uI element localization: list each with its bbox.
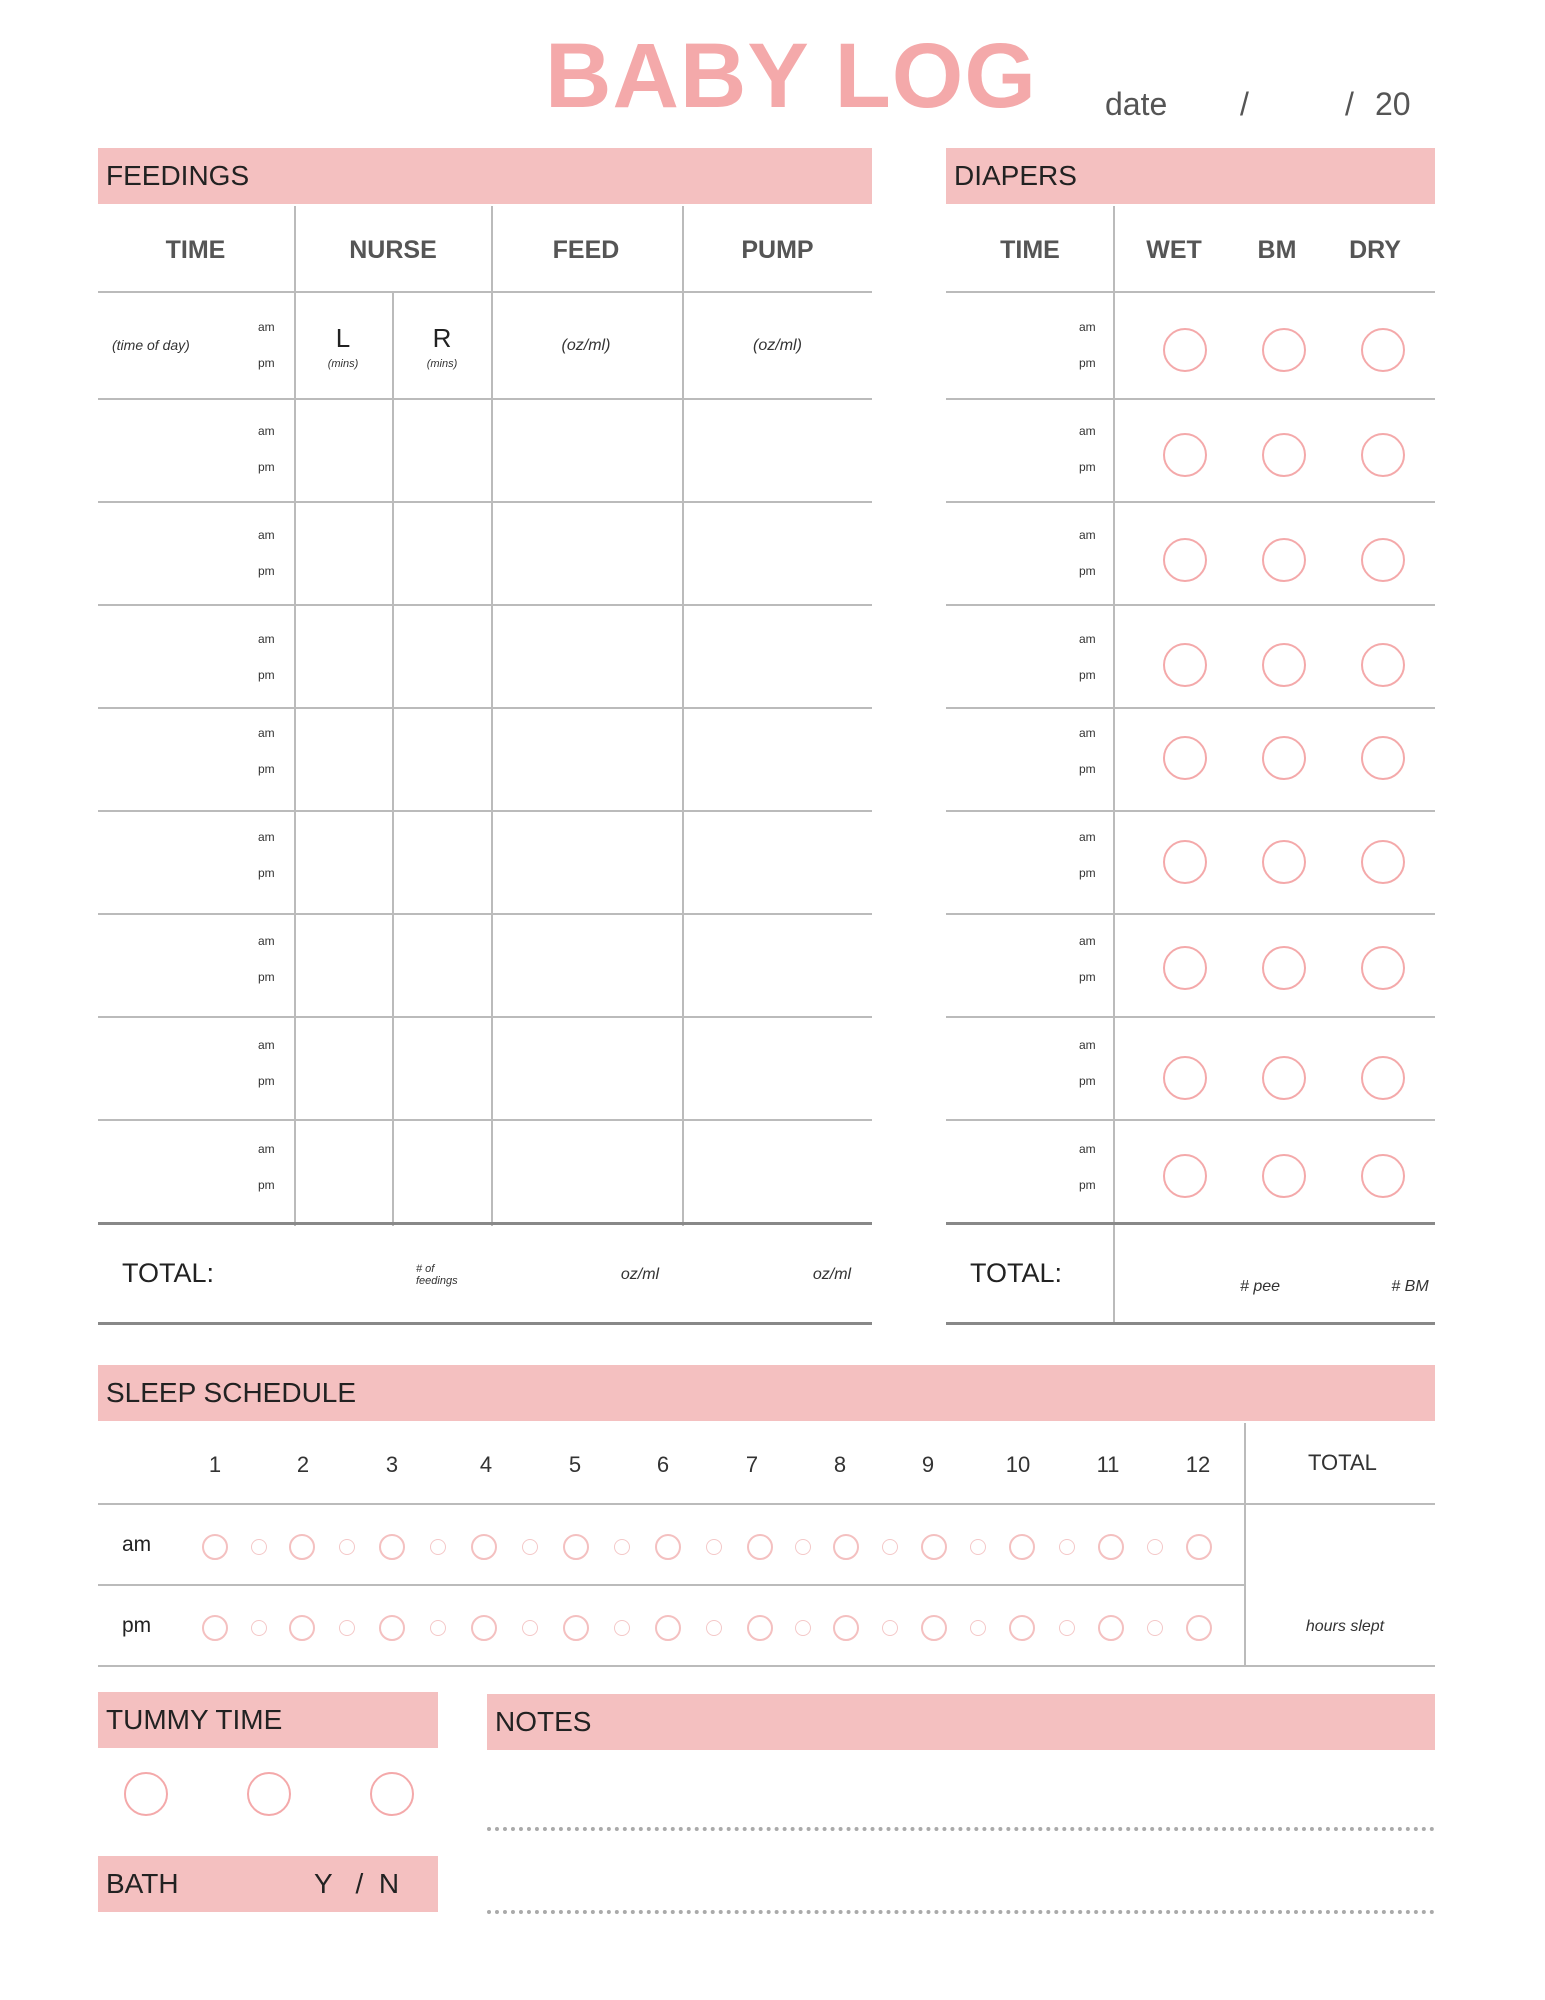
total-pee: # pee [1239,1278,1281,1295]
diaper-dry-checkbox[interactable] [1361,433,1405,477]
am-label: am [258,528,275,542]
am-label: am [258,1038,275,1052]
date-separator: / [1240,86,1249,122]
pm-label: pm [258,460,275,474]
pm-label: pm [258,970,275,984]
pm-label: pm [258,866,275,880]
sleep-header [98,1365,1435,1421]
divider [946,398,1435,400]
sleep-hour-circle[interactable] [1186,1615,1212,1641]
am-label: am [1079,1142,1096,1156]
sleep-row-am: am [122,1533,152,1556]
diaper-bm-checkbox[interactable] [1262,433,1306,477]
sleep-hour-circle[interactable] [1009,1534,1035,1560]
diaper-dry-checkbox[interactable] [1361,1056,1405,1100]
bath-options[interactable]: Y / N [314,1868,400,1899]
sleep-half-hour-circle[interactable] [970,1620,986,1636]
sleep-half-hour-circle[interactable] [706,1620,722,1636]
divider [946,707,1435,709]
divider [946,501,1435,503]
divider [98,1503,1435,1505]
notes-header [487,1694,1435,1750]
diaper-dry-checkbox[interactable] [1361,1154,1405,1198]
divider [946,913,1435,915]
diapers-total-label: TOTAL: [970,1258,1063,1288]
sleep-hour-8: 8 [833,1452,847,1477]
diaper-dry-checkbox[interactable] [1361,840,1405,884]
divider [946,1119,1435,1121]
sleep-hour-circle[interactable] [921,1534,947,1560]
feedings-col-feed: FEED [552,236,620,264]
sleep-hour-circle[interactable] [379,1615,405,1641]
sleep-hour-3: 3 [385,1452,399,1477]
total-feed-unit: oz/ml [620,1266,660,1283]
divider [491,206,493,1226]
tummy-time-checkbox[interactable] [124,1772,168,1816]
diaper-bm-checkbox[interactable] [1262,538,1306,582]
diapers-col-bm: BM [1257,236,1297,264]
divider [946,1016,1435,1018]
sleep-half-hour-circle[interactable] [614,1620,630,1636]
sleep-hour-circle[interactable] [747,1615,773,1641]
divider [1244,1423,1246,1667]
total-bm: # BM [1391,1278,1429,1295]
divider [946,1222,1435,1225]
time-hint: (time of day) [112,337,190,353]
am-label: am [258,726,275,740]
page-title: BABY LOG [545,25,1037,127]
diaper-bm-checkbox[interactable] [1262,840,1306,884]
divider [98,1322,872,1325]
diaper-bm-checkbox[interactable] [1262,736,1306,780]
feedings-col-nurse: NURSE [349,236,437,264]
pm-label: pm [1079,762,1096,776]
divider [98,810,872,812]
total-feedings-count: # of feedings [416,1263,458,1287]
sleep-half-hour-circle[interactable] [970,1539,986,1555]
sleep-hour-11: 11 [1096,1452,1120,1477]
sleep-hour-2: 2 [296,1452,310,1477]
diaper-dry-checkbox[interactable] [1361,538,1405,582]
sleep-half-hour-circle[interactable] [614,1539,630,1555]
bath-title: BATH [106,1868,179,1899]
sleep-hour-circle[interactable] [563,1615,589,1641]
nurse-right-label: R [432,323,452,353]
am-label: am [1079,424,1096,438]
am-label: am [1079,632,1096,646]
sleep-half-hour-circle[interactable] [795,1620,811,1636]
bath-header [98,1856,438,1912]
sleep-hour-circle[interactable] [289,1615,315,1641]
divider [946,291,1435,293]
am-label: am [1079,934,1096,948]
sleep-half-hour-circle[interactable] [882,1539,898,1555]
sleep-half-hour-circle[interactable] [430,1539,446,1555]
notes-title: NOTES [495,1706,592,1737]
divider [682,206,684,1226]
notes-line[interactable] [487,1910,1435,1914]
diapers-col-time: TIME [1000,236,1060,264]
sleep-hour-circle[interactable] [1186,1534,1212,1560]
sleep-half-hour-circle[interactable] [1059,1539,1075,1555]
diaper-bm-checkbox[interactable] [1262,643,1306,687]
pm-label: pm [258,356,275,370]
am-label: am [258,632,275,646]
diapers-col-wet: WET [1146,236,1202,264]
feedings-header [98,148,872,204]
tummy-time-title: TUMMY TIME [106,1704,283,1735]
divider [294,206,296,1226]
diaper-wet-checkbox[interactable] [1163,840,1207,884]
total-pump-unit: oz/ml [812,1266,852,1283]
diaper-wet-checkbox[interactable] [1163,643,1207,687]
sleep-hour-circle[interactable] [833,1534,859,1560]
am-label: am [1079,1038,1096,1052]
am-label: am [258,320,275,334]
date-year: 20 [1375,86,1411,122]
diaper-wet-checkbox[interactable] [1163,538,1207,582]
pm-label: pm [258,762,275,776]
sleep-hour-circle[interactable] [289,1534,315,1560]
am-label: am [258,424,275,438]
sleep-hour-circle[interactable] [921,1615,947,1641]
diaper-bm-checkbox[interactable] [1262,946,1306,990]
divider [98,501,872,503]
sleep-hour-circle[interactable] [471,1615,497,1641]
sleep-half-hour-circle[interactable] [251,1539,267,1555]
diaper-bm-checkbox[interactable] [1262,1056,1306,1100]
nurse-left-label: L [335,323,351,353]
sleep-half-hour-circle[interactable] [1059,1620,1075,1636]
divider [1113,206,1115,1324]
nurse-right-unit: (mins) [426,358,458,370]
diaper-wet-checkbox[interactable] [1163,736,1207,780]
pm-label: pm [258,1074,275,1088]
pm-label: pm [1079,668,1096,682]
sleep-half-hour-circle[interactable] [430,1620,446,1636]
feedings-col-pump: PUMP [741,236,814,264]
diaper-dry-checkbox[interactable] [1361,736,1405,780]
date-label: date [1105,86,1168,122]
diapers-title: DIAPERS [954,160,1077,191]
diapers-header [946,148,1435,204]
sleep-title: SLEEP SCHEDULE [106,1377,357,1408]
diaper-dry-checkbox[interactable] [1361,643,1405,687]
am-label: am [1079,528,1096,542]
sleep-half-hour-circle[interactable] [339,1539,355,1555]
pm-label: pm [1079,1178,1096,1192]
divider [98,1222,872,1225]
date-separator: / [1345,86,1354,122]
diaper-wet-checkbox[interactable] [1163,1154,1207,1198]
diaper-dry-checkbox[interactable] [1361,946,1405,990]
pm-label: pm [258,1178,275,1192]
sleep-hour-circle[interactable] [1009,1615,1035,1641]
divider [98,913,872,915]
sleep-hour-7: 7 [745,1452,759,1477]
pm-label: pm [1079,564,1096,578]
sleep-total-label: TOTAL [1308,1450,1377,1475]
divider [392,292,394,1226]
sleep-half-hour-circle[interactable] [339,1620,355,1636]
notes-line[interactable] [487,1827,1435,1831]
sleep-hour-circle[interactable] [202,1534,228,1560]
sleep-hour-6: 6 [656,1452,670,1477]
divider [98,1016,872,1018]
sleep-half-hour-circle[interactable] [251,1620,267,1636]
diaper-bm-checkbox[interactable] [1262,1154,1306,1198]
divider [98,1665,1435,1667]
divider [98,604,872,606]
pm-label: pm [1079,866,1096,880]
sleep-hour-circle[interactable] [471,1534,497,1560]
sleep-hour-circle[interactable] [563,1534,589,1560]
diaper-wet-checkbox[interactable] [1163,433,1207,477]
sleep-hour-circle[interactable] [655,1534,681,1560]
hours-slept-label: hours slept [1305,1618,1385,1635]
divider [946,604,1435,606]
feedings-title: FEEDINGS [106,160,250,191]
pm-label: pm [1079,1074,1096,1088]
sleep-hour-10: 10 [1005,1452,1031,1477]
sleep-hour-1: 1 [208,1452,222,1477]
diaper-bm-checkbox[interactable] [1262,328,1306,372]
sleep-half-hour-circle[interactable] [1147,1620,1163,1636]
divider [98,1119,872,1121]
sleep-hour-circle[interactable] [1098,1534,1124,1560]
divider [98,291,872,293]
nurse-left-unit: (mins) [327,358,359,370]
am-label: am [1079,830,1096,844]
sleep-hour-circle[interactable] [202,1615,228,1641]
tummy-time-checkbox[interactable] [370,1772,414,1816]
pm-label: pm [1079,970,1096,984]
feed-unit: (oz/ml) [561,337,611,354]
sleep-half-hour-circle[interactable] [882,1620,898,1636]
pm-label: pm [258,564,275,578]
feedings-col-time: TIME [165,236,226,264]
sleep-hour-circle[interactable] [1098,1615,1124,1641]
pm-label: pm [258,668,275,682]
sleep-half-hour-circle[interactable] [522,1620,538,1636]
diaper-wet-checkbox[interactable] [1163,946,1207,990]
diapers-col-dry: DRY [1349,236,1401,264]
sleep-hour-circle[interactable] [747,1534,773,1560]
sleep-hour-12: 12 [1185,1452,1211,1477]
sleep-hour-5: 5 [568,1452,582,1477]
diaper-wet-checkbox[interactable] [1163,328,1207,372]
divider [946,1322,1435,1325]
tummy-time-checkbox[interactable] [247,1772,291,1816]
sleep-row-pm: pm [122,1614,152,1637]
sleep-half-hour-circle[interactable] [706,1539,722,1555]
am-label: am [1079,320,1096,334]
sleep-hour-circle[interactable] [833,1615,859,1641]
sleep-hour-circle[interactable] [655,1615,681,1641]
divider [946,810,1435,812]
divider [98,1584,1244,1586]
sleep-hour-circle[interactable] [379,1534,405,1560]
am-label: am [258,934,275,948]
sleep-hour-4: 4 [479,1452,493,1477]
pm-label: pm [1079,460,1096,474]
sleep-half-hour-circle[interactable] [795,1539,811,1555]
diaper-dry-checkbox[interactable] [1361,328,1405,372]
pump-unit: (oz/ml) [753,337,802,354]
am-label: am [258,830,275,844]
feedings-total-label: TOTAL: [122,1258,215,1288]
tummy-time-header [98,1692,438,1748]
sleep-half-hour-circle[interactable] [522,1539,538,1555]
divider [98,707,872,709]
sleep-half-hour-circle[interactable] [1147,1539,1163,1555]
am-label: am [258,1142,275,1156]
diaper-wet-checkbox[interactable] [1163,1056,1207,1100]
am-label: am [1079,726,1096,740]
sleep-hour-9: 9 [921,1452,935,1477]
pm-label: pm [1079,356,1096,370]
divider [98,398,872,400]
